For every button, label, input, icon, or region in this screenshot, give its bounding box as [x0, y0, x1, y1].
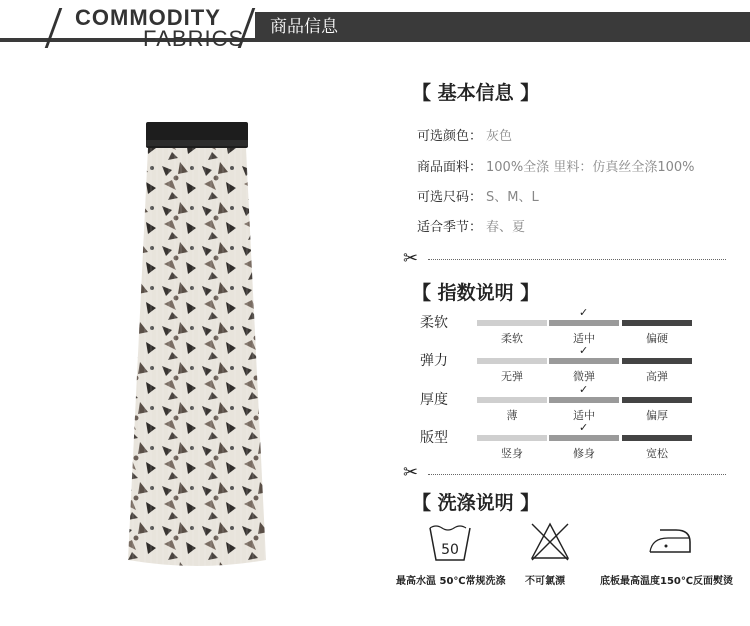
- info-row-size: [417, 186, 539, 205]
- index-scale-bar: [622, 397, 692, 403]
- index-scale-bar: [622, 358, 692, 364]
- index-option-label: 微弹: [573, 370, 595, 383]
- index-scale-bar: [477, 397, 547, 403]
- care-title: 【 洗涤说明 】: [412, 492, 540, 514]
- header-slash-decoration: [45, 8, 63, 48]
- index-scale-bar: [622, 320, 692, 326]
- index-title: 【 指数说明 】: [412, 282, 540, 304]
- selected-check-icon: ✓: [579, 383, 589, 396]
- info-label: 适合季节：: [417, 220, 483, 235]
- info-label: 可选颜色：: [417, 129, 483, 144]
- basic-info-title: 【 基本信息 】: [412, 82, 540, 104]
- index-option-label: 适中: [573, 332, 595, 345]
- no-bleach-icon: [528, 520, 572, 562]
- index-scale-bar: [622, 435, 692, 441]
- index-option-label: 偏硬: [646, 332, 668, 345]
- info-label: 可选尺码：: [417, 190, 483, 205]
- index-option-label: 柔软: [501, 332, 523, 345]
- info-value: 灰色: [486, 129, 513, 144]
- info-value: 100%全涤 里料：仿真丝全涤100%: [486, 160, 695, 175]
- care-caption: 最高水温 50℃常规洗涤: [396, 576, 506, 587]
- index-label: 弹力: [420, 353, 448, 369]
- index-option-label: 无弹: [501, 370, 523, 383]
- index-scale-bar: [549, 358, 619, 364]
- scissors-icon: ✂: [403, 462, 419, 483]
- index-option-label: 竖身: [501, 447, 523, 460]
- index-label: 柔软: [420, 315, 448, 331]
- index-option-label: 修身: [573, 447, 595, 460]
- wash-50-icon: [428, 524, 472, 564]
- dotted-divider: [428, 259, 726, 260]
- index-label: 厚度: [420, 392, 448, 408]
- index-scale-bar: [549, 397, 619, 403]
- product-image: [118, 120, 278, 570]
- index-scale-bar: [549, 320, 619, 326]
- info-row-fabric: [417, 156, 694, 175]
- index-label: 版型: [420, 430, 448, 446]
- header-logo-word-bottom: FABRICS: [143, 26, 245, 51]
- index-option-label: 适中: [573, 409, 595, 422]
- care-caption: 底板最高温度150℃反面熨烫: [600, 576, 733, 587]
- index-scale-bar: [477, 358, 547, 364]
- wash-temperature: 50: [441, 542, 459, 558]
- info-value: 春、夏: [486, 220, 526, 235]
- info-label: 商品面料：: [417, 160, 483, 175]
- index-option-label: 薄: [506, 409, 518, 422]
- header-logo-word-top: COMMODITY: [75, 5, 221, 30]
- index-scale-bar: [549, 435, 619, 441]
- index-scale-bar: [477, 435, 547, 441]
- scissors-icon: ✂: [403, 248, 419, 269]
- header-section-title: 商品信息: [270, 17, 338, 37]
- index-option-label: 偏厚: [646, 409, 668, 422]
- index-scale-bar: [477, 320, 547, 326]
- selected-check-icon: ✓: [579, 306, 589, 319]
- care-caption: 不可氯漂: [525, 576, 565, 587]
- index-option-label: 宽松: [646, 447, 668, 460]
- selected-check-icon: ✓: [579, 344, 589, 357]
- info-row-season: [417, 216, 525, 235]
- index-option-label: 高弹: [646, 370, 668, 383]
- dotted-divider: [428, 474, 726, 475]
- info-value: S、M、L: [486, 190, 539, 205]
- iron-icon: [646, 524, 694, 558]
- selected-check-icon: ✓: [579, 421, 589, 434]
- info-row-color: [417, 125, 512, 144]
